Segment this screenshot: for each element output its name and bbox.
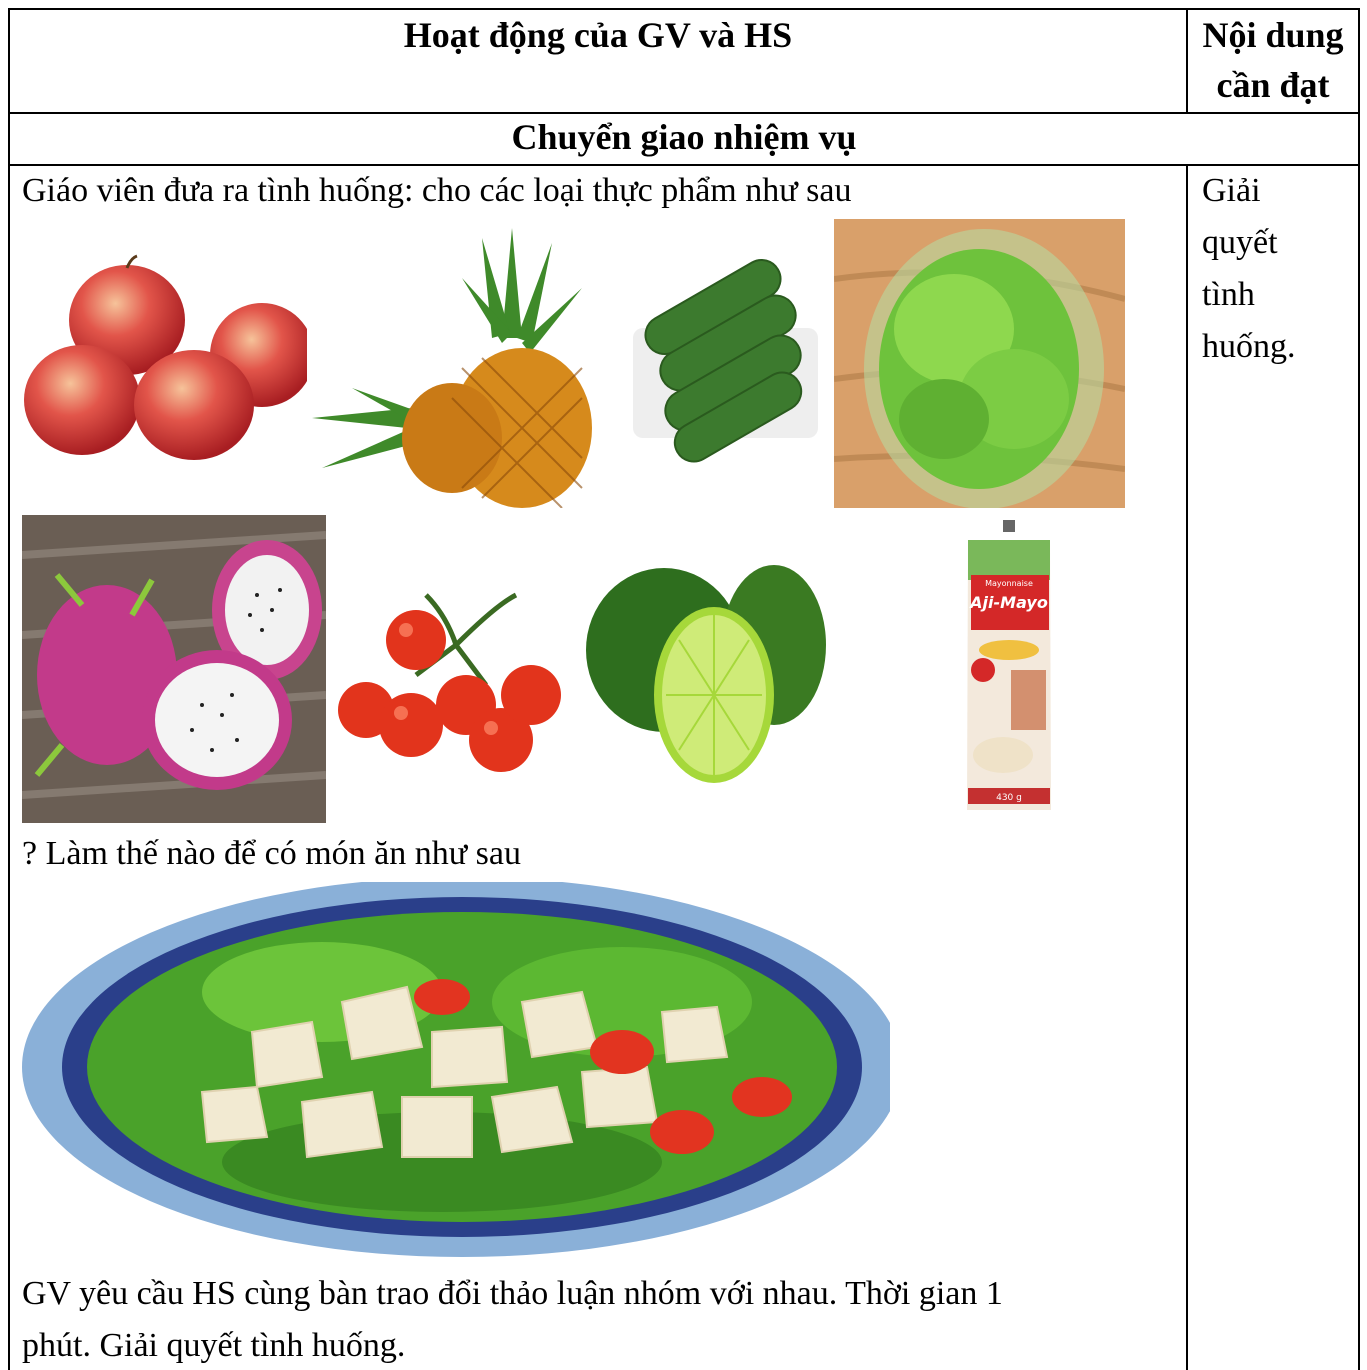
limes-image: [584, 565, 829, 785]
table-border-left: [8, 8, 10, 1370]
section-title: Chuyển giao nhiệm vụ: [511, 117, 857, 157]
header-content-title-line1: Nội dung: [1202, 15, 1344, 55]
section-divider: [8, 164, 1360, 166]
right-text-line-1: Giải: [1202, 172, 1261, 209]
cucumbers-image: [628, 258, 823, 468]
salad-dish-image: [22, 882, 890, 1262]
header-content-title-line2: cần đạt: [1216, 65, 1330, 105]
instruction-text-line1: GV yêu cầu HS cùng bàn trao đổi thảo luận nhóm với nhau. Thời gian 1: [22, 1275, 1003, 1312]
header-activity-title: Hoạt động của GV và HS: [403, 15, 793, 55]
header-divider: [8, 112, 1360, 114]
lettuce-image: [834, 219, 1125, 508]
right-text-line-4: huống.: [1202, 328, 1296, 365]
cherry-tomatoes-image: [336, 585, 568, 775]
table-border-top: [8, 8, 1360, 10]
question-text: ? Làm thế nào để có món ăn như sau: [22, 835, 521, 872]
intro-text: Giáo viên đưa ra tình huống: cho các loại thực phẩm như sau: [22, 172, 852, 209]
apples-image: [22, 250, 307, 465]
dragon-fruit-image: [22, 515, 326, 823]
table-border-right: [1358, 8, 1360, 1370]
mayo-brand-text: Aji-Mayo: [970, 593, 1048, 612]
column-divider-body: [1186, 164, 1188, 1370]
pineapple-image: [312, 218, 594, 508]
mayo-weight-text: 430 g: [996, 793, 1022, 803]
right-text-line-2: quyết: [1202, 224, 1278, 261]
mayonnaise-image: [963, 520, 1055, 820]
right-text-line-3: tình: [1202, 276, 1255, 313]
mayo-type-text: Mayonnaise: [985, 579, 1033, 588]
instruction-text-line2: phút. Giải quyết tình huống.: [22, 1327, 406, 1364]
